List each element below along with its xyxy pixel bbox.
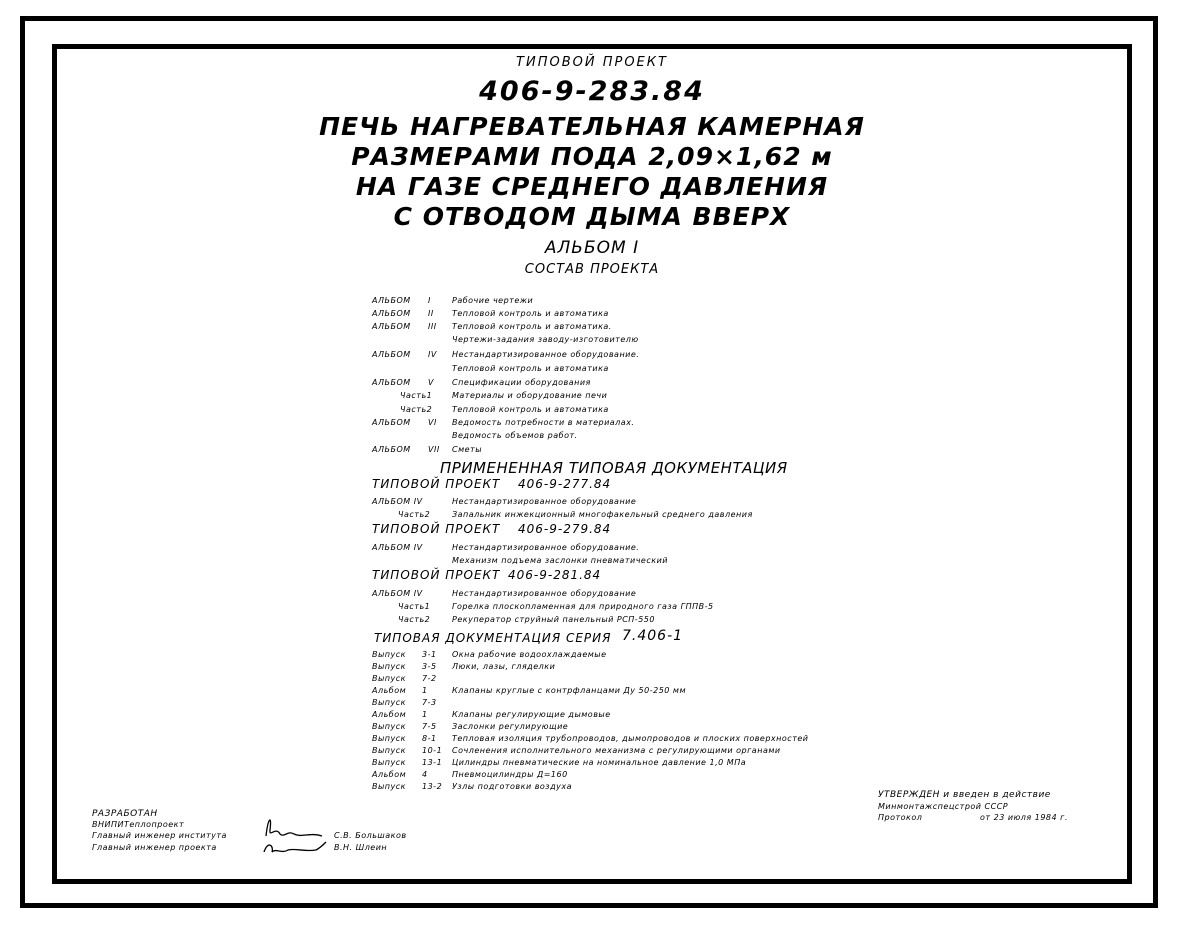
developer-role-2: Главный инженер проекта <box>92 843 217 852</box>
applied-project-label: ТИПОВОЙ ПРОЕКТ <box>372 522 501 536</box>
signature-1 <box>266 820 322 836</box>
applied-project-label: ТИПОВОЙ ПРОЕКТ <box>372 477 501 491</box>
title-line-1: ПЕЧЬ НАГРЕВАТЕЛЬНАЯ КАМЕРНАЯ <box>319 112 865 141</box>
applied-heading: ПРИМЕНЕННАЯ ТИПОВАЯ ДОКУМЕНТАЦИЯ <box>440 459 788 477</box>
approval-line-2: Минмонтажспецстрой СССР <box>878 802 1009 811</box>
applied-project-label: ТИПОВОЙ ПРОЕКТ <box>372 568 501 582</box>
approval-line-1: УТВЕРЖДЕН и введен в действие <box>878 790 1051 800</box>
approval-protocol-label: Протокол <box>878 813 923 822</box>
developer-org: ВНИПИТеплопроект <box>92 820 185 829</box>
composition-title: СОСТАВ ПРОЕКТА <box>524 262 660 277</box>
series-number: 7.406-1 <box>622 628 684 644</box>
title-line-3: НА ГАЗЕ СРЕДНЕГО ДАВЛЕНИЯ <box>355 172 829 201</box>
series-label: ТИПОВАЯ ДОКУМЕНТАЦИЯ СЕРИЯ <box>374 631 612 645</box>
title-line-2: РАЗМЕРАМИ ПОДА 2,09×1,62 м <box>351 142 833 171</box>
title-line-4: С ОТВОДОМ ДЫМА ВВЕРХ <box>393 202 791 231</box>
project-number: 406-9-283.84 <box>479 76 705 107</box>
applied-project-number: 406-9-279.84 <box>518 522 612 536</box>
signature-2 <box>264 842 326 852</box>
approval-protocol-date: от 23 июля 1984 г. <box>980 813 1068 822</box>
applied-project-number: 406-9-277.84 <box>518 477 612 491</box>
applied-project-number: 406-9-281.84 <box>508 568 602 582</box>
doc-type: ТИПОВОЙ ПРОЕКТ <box>516 55 668 70</box>
signatures <box>258 808 330 858</box>
album-title: АЛЬБОМ I <box>544 238 640 258</box>
developer-name-2: В.Н. Шлеин <box>334 843 388 852</box>
developer-role-1: Главный инженер института <box>92 831 227 840</box>
developer-line-1: РАЗРАБОТАН <box>92 809 158 819</box>
developer-name-1: С.В. Большаков <box>334 831 407 840</box>
